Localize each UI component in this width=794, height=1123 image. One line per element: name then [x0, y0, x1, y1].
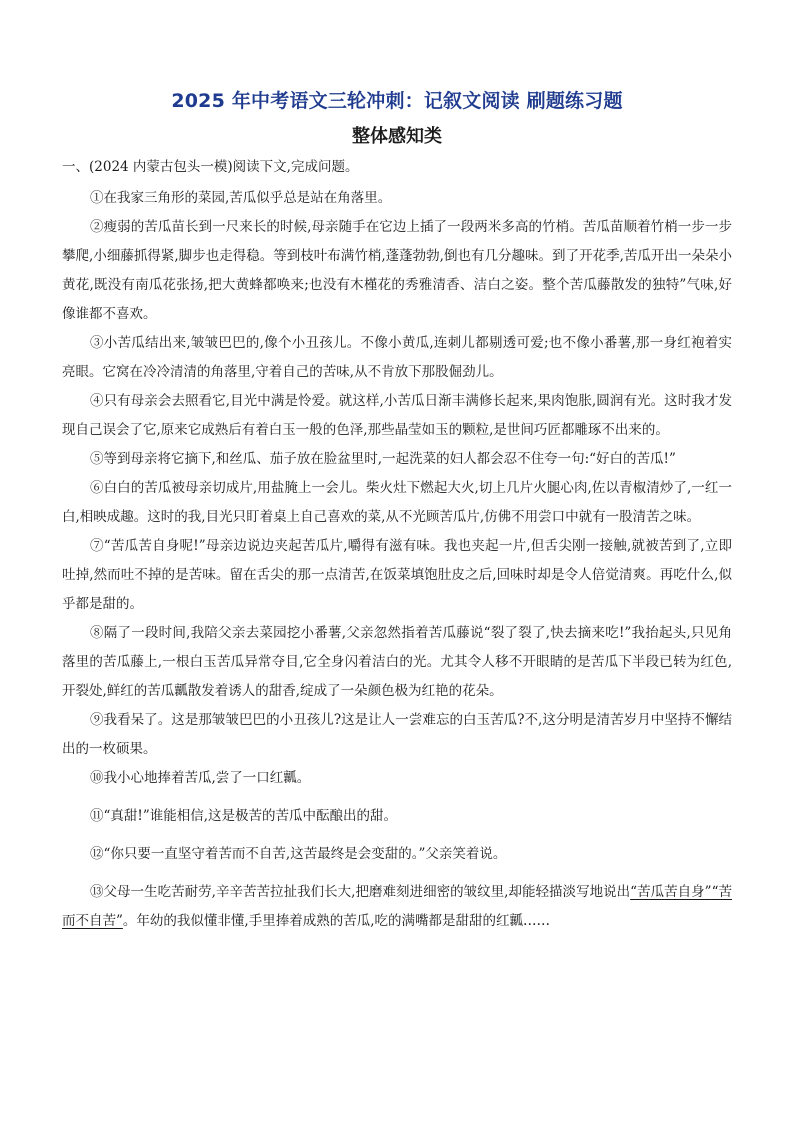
paragraph-8: ⑧隔了一段时间,我陪父亲去菜园挖小番薯,父亲忽然指着苦瓜藤说“裂了裂了,快去摘来吃!”我抬起头,只见角落里的苦瓜藤上,一根白玉苦瓜异常夺目,它全身闪着洁白的光。尤其令人移不开眼睛的是苦瓜下半段已转为红色,开裂处,鲜红的苦瓜瓤散发着诱人的甜香,绽成了一朵颜色极为红艳的花朵。 — [62, 625, 732, 699]
underlined-quote-2: “苦而不自苦” — [62, 884, 732, 929]
underlined-quote-1: “苦瓜苦自身” — [630, 884, 712, 900]
paragraph-2: ②瘦弱的苦瓜苗长到一尺来长的时候,母亲随手在它边上插了一段两米多高的竹梢。苦瓜苗顺着竹梢一步一步攀爬,小细藤抓得紧,脚步也走得稳。等到枝叶布满竹梢,蓬蓬勃勃,倒也有几分趣味。到了开花季,苦瓜开出一朵朵小黄花,既没有南瓜花张扬,把大黄蜂都唤来;也没有木槿花的秀雅清香、洁白之姿。整个苦瓜藤散发的独特”气味,好像谁都不喜欢。 — [62, 219, 732, 322]
question-prompt: 一、(2024 内蒙古包头一模)阅读下文,完成问题。 — [62, 159, 359, 175]
paragraph-4: ④只有母亲会去照看它,目光中满是怜爱。就这样,小苦瓜日渐丰满修长起来,果肉饱胀,圆润有光。这时我才发现自己误会了它,原来它成熟后有着白玉一般的色泽,那些晶莹如玉的颗粒,是世间巧匠都雕琢不出来的。 — [62, 393, 732, 438]
paragraph-6: ⑥白白的苦瓜被母亲切成片,用盐腌上一会儿。柴火灶下燃起大火,切上几片火腿心肉,佐以青椒清炒了,一红一白,相映成趣。这时的我,目光只盯着桌上自己喜欢的菜,从不光顾苦瓜片,仿佛不用尝口中就有一股清苦之味。 — [62, 480, 732, 525]
paragraph-12: ⑫“你只要一直坚守着苦而不自苦,这苦最终是会变甜的。”父亲笑着说。 — [90, 846, 507, 862]
paragraph-13-text: ⑬父母一生吃苦耐劳,辛辛苦苦拉扯我们长大,把磨难刻进细密的皱纹里,却能轻描淡写地说出 — [90, 884, 631, 900]
paragraph-11: ⑪“真甜!”谁能相信,这是极苦的苦瓜中酝酿出的甜。 — [90, 808, 398, 824]
paragraph-9: ⑨我看呆了。这是那皱皱巴巴的小丑孩儿?这是让人一尝难忘的白玉苦瓜?不,这分明是清苦岁月中坚持不懈结出的一枚硕果。 — [62, 712, 732, 757]
paragraph-5: ⑤等到母亲将它摘下,和丝瓜、茄子放在脸盆里时,一起洗菜的妇人都会忍不住夸一句:“好白的苦瓜!” — [90, 451, 676, 467]
paragraph-3: ③小苦瓜结出来,皱皱巴巴的,像个小丑孩儿。不像小黄瓜,连刺儿都剔透可爱;也不像小番薯,那一身红袍着实亮眼。它窝在冷冷清清的角落里,守着自己的苦味,从不肯放下那股倔劲儿。 — [62, 335, 732, 380]
paragraph-13 — [62, 878, 732, 936]
paragraph-13-ending: 。年幼的我似懂非懂,手里捧着成熟的苦瓜,吃的满嘴都是甜甜的红瓤…… — [122, 913, 550, 929]
section-subtitle: 整体感知类 — [352, 126, 442, 147]
paragraph-1: ①在我家三角形的菜园,苦瓜似乎总是站在角落里。 — [90, 190, 392, 206]
document-title: 2025 年中考语文三轮冲刺：记叙文阅读 刷题练习题 — [171, 90, 623, 112]
paragraph-7: ⑦“苦瓜苦自身呢!”母亲边说边夹起苦瓜片,嚼得有滋有味。我也夹起一片,但舌尖刚一接触,就被苦到了,立即吐掉,然而吐不掉的是苦味。留在舌尖的那一点清苦,在饭菜填饱肚皮之后,回味时却是令人倍觉清爽。再吃什么,似乎都是甜的。 — [62, 538, 732, 612]
paragraph-10: ⑩我小心地捧着苦瓜,尝了一口红瓤。 — [90, 770, 311, 786]
